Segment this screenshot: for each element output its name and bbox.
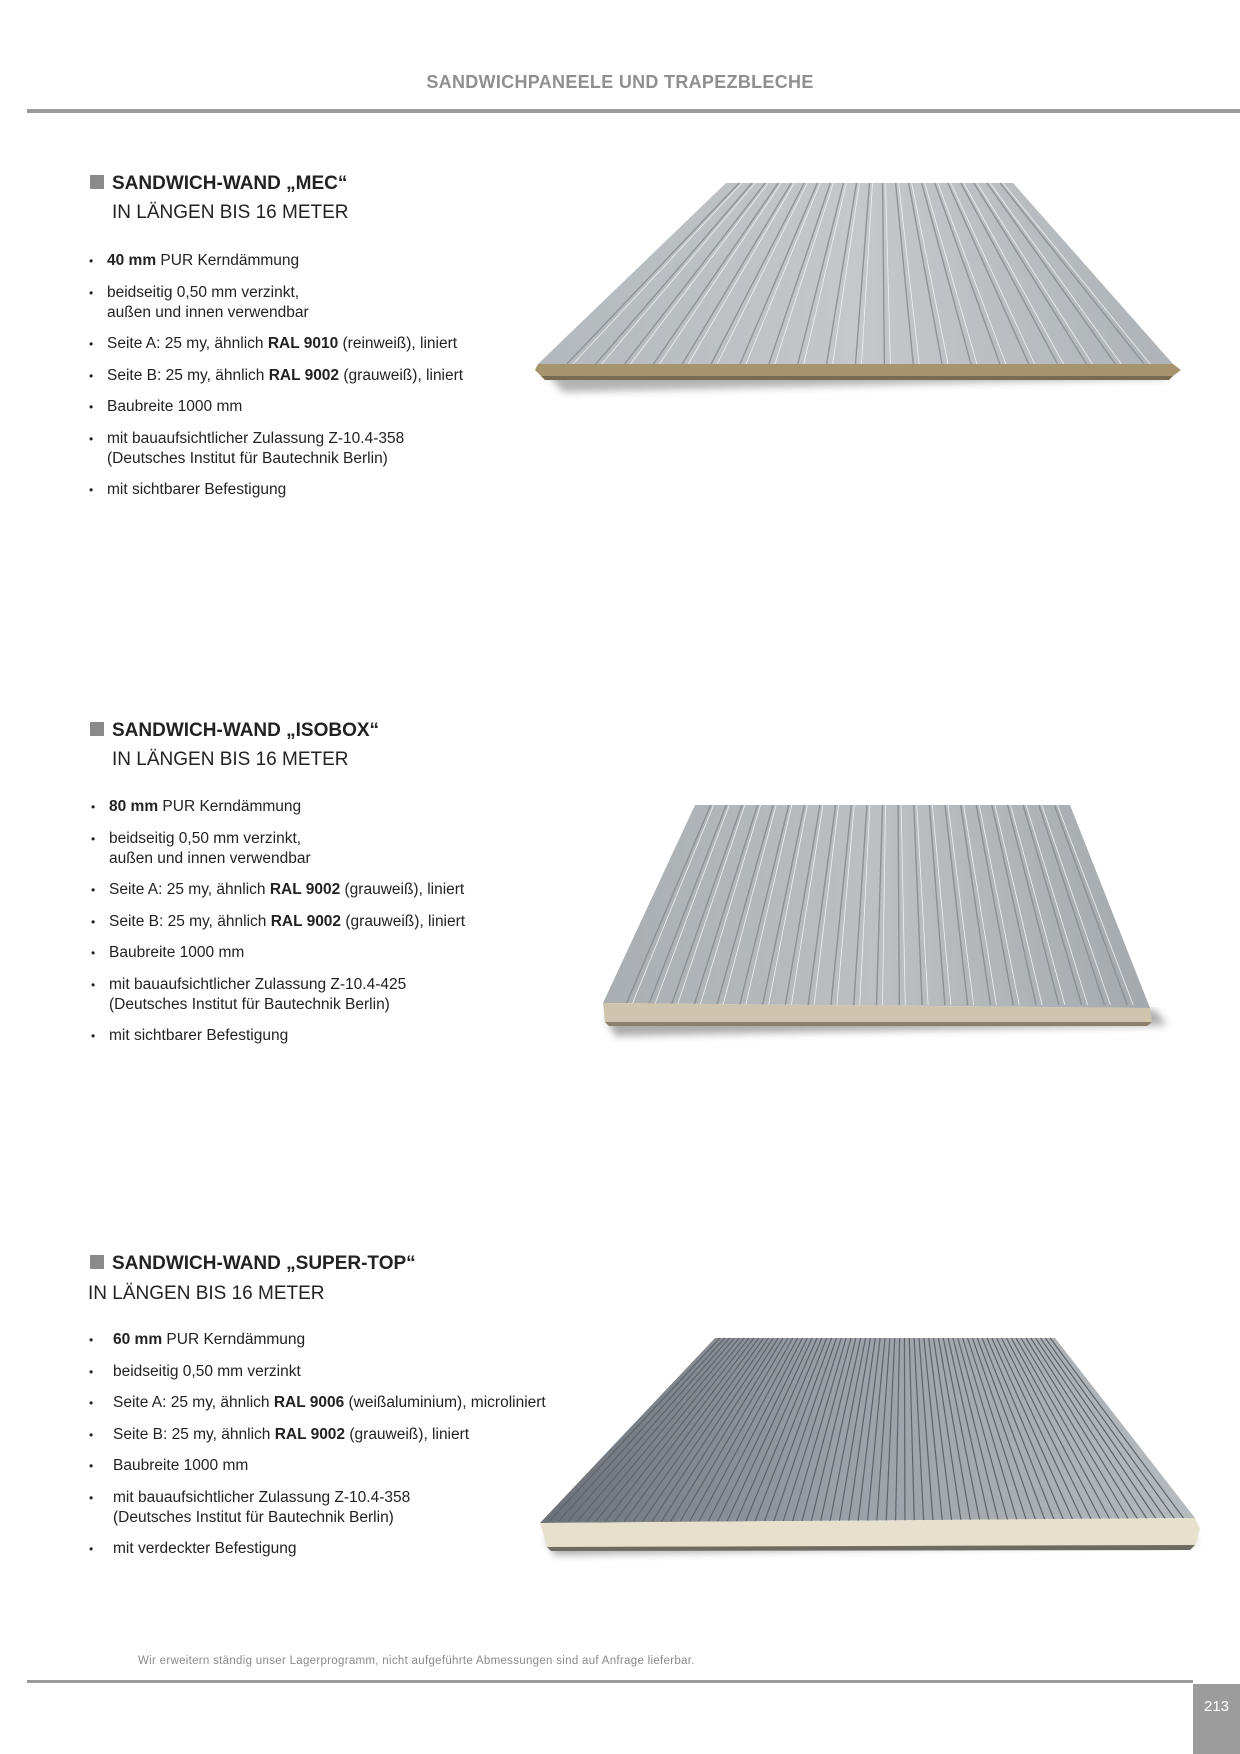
panel-rib	[904, 1338, 905, 1521]
spec-list	[91, 797, 465, 1058]
page-header-title: SANDWICHPANEELE UND TRAPEZBLECHE	[426, 72, 814, 92]
panel-photo	[595, 800, 1175, 1050]
list-item: • beidseitig 0,50 mm verzinkt	[89, 1362, 546, 1382]
list-item: • beidseitig 0,50 mm verzinkt, außen und innen verwendbar	[89, 283, 463, 323]
square-bullet-icon	[90, 1255, 104, 1269]
list-item: • Baubreite 1000 mm	[89, 397, 463, 417]
list-item: • 60 mm PUR Kerndämmung	[89, 1330, 546, 1350]
panel-mec-image	[533, 178, 1183, 408]
section-title	[90, 173, 347, 195]
section-subtitle: IN LÄNGEN BIS 16 METER	[112, 202, 349, 223]
square-bullet-icon	[90, 722, 104, 736]
page-number: 213	[1193, 1684, 1240, 1754]
list-item: • Seite B: 25 my, ähnlich RAL 9002 (grauweiß), liniert	[91, 912, 465, 932]
list-item: • Seite B: 25 my, ähnlich RAL 9002 (grauweiß), liniert	[89, 366, 463, 386]
list-item: • 40 mm PUR Kerndämmung	[89, 251, 463, 271]
spec-list	[89, 251, 463, 512]
list-item: • 80 mm PUR Kerndämmung	[91, 797, 465, 817]
list-item: • Seite A: 25 my, ähnlich RAL 9006 (weißaluminium), microliniert	[89, 1393, 546, 1413]
section-subtitle: IN LÄNGEN BIS 16 METER	[112, 749, 349, 770]
list-item: • mit bauaufsichtlicher Zulassung Z-10.4-358 (Deutsches Institut für Bautechnik Berlin)	[89, 429, 463, 469]
list-item: • mit sichtbarer Befestigung	[91, 1026, 465, 1046]
panel-super-top-image	[535, 1333, 1205, 1573]
list-item: • mit bauaufsichtlicher Zulassung Z-10.4-425 (Deutsches Institut für Bautechnik Berlin)	[91, 975, 465, 1015]
footer-note: Wir erweitern ständig unser Lagerprogramm, nicht aufgeführte Abmessungen sind auf Anfrage lieferbar.	[138, 1655, 695, 1667]
square-bullet-icon	[90, 175, 104, 189]
panel-photo	[533, 178, 1183, 408]
list-item: • beidseitig 0,50 mm verzinkt, außen und innen verwendbar	[91, 829, 465, 869]
list-item: • mit bauaufsichtlicher Zulassung Z-10.4-358 (Deutsches Institut für Bautechnik Berlin)	[89, 1488, 546, 1528]
list-item: • mit sichtbarer Befestigung	[89, 480, 463, 500]
list-item: • Seite B: 25 my, ähnlich RAL 9002 (grauweiß), liniert	[89, 1425, 546, 1445]
spec-list	[89, 1330, 546, 1571]
section-title-text: SANDWICH-WAND „ISOBOX“	[112, 720, 380, 741]
section-title-text: SANDWICH-WAND „MEC“	[112, 173, 348, 194]
list-item: • Baubreite 1000 mm	[89, 1456, 546, 1476]
list-item: • Seite A: 25 my, ähnlich RAL 9002 (grauweiß), liniert	[91, 880, 465, 900]
footer-divider	[27, 1680, 1193, 1683]
section-title-text: SANDWICH-WAND „SUPER-TOP“	[112, 1253, 416, 1274]
section-title	[90, 720, 379, 742]
list-item: • Seite A: 25 my, ähnlich RAL 9010 (reinweiß), liniert	[89, 334, 463, 354]
header-divider	[27, 109, 1240, 113]
panel-photo	[535, 1333, 1205, 1573]
panel-isobox-image	[595, 800, 1175, 1050]
section-title	[90, 1253, 416, 1275]
list-item: • Baubreite 1000 mm	[91, 943, 465, 963]
list-item: • mit verdeckter Befestigung	[89, 1539, 546, 1559]
section-subtitle: IN LÄNGEN BIS 16 METER	[88, 1283, 325, 1304]
